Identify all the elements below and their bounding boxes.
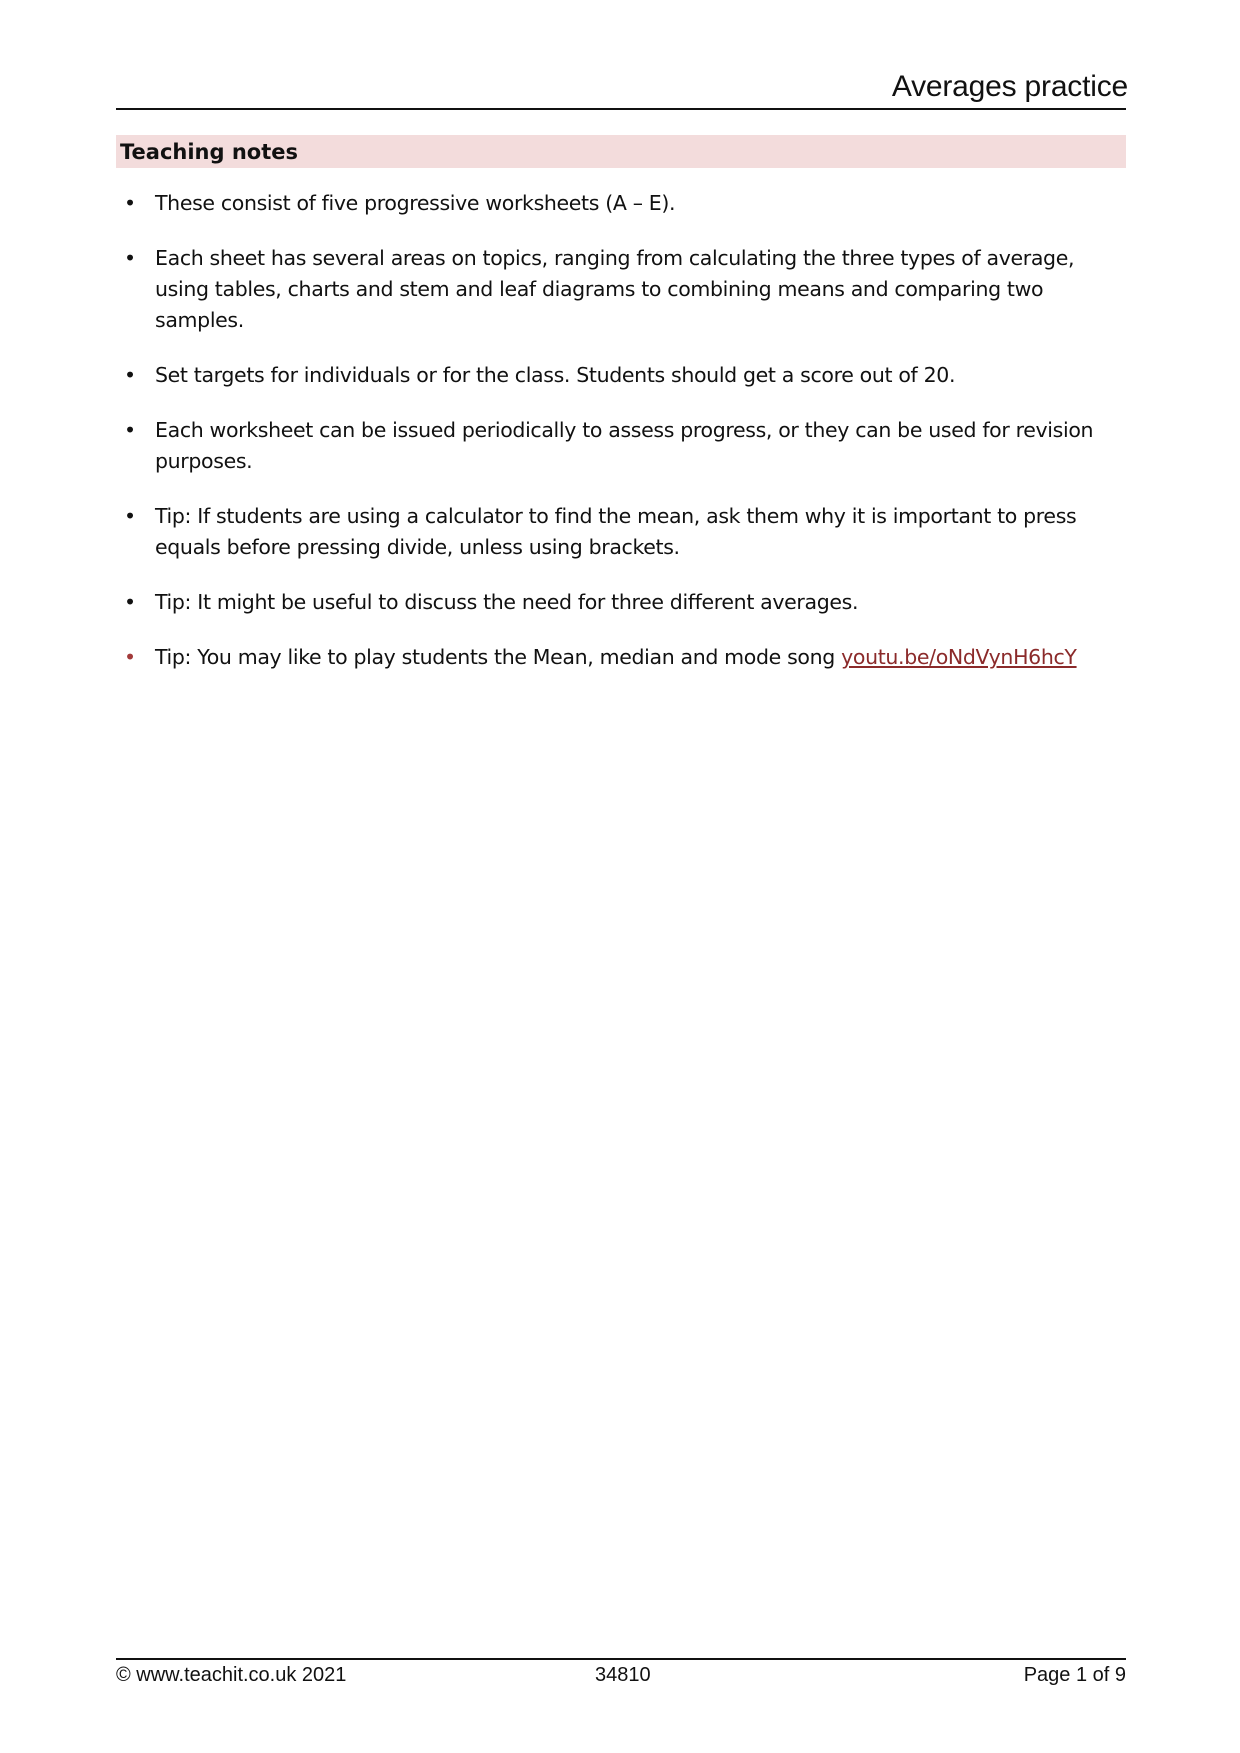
list-item [116,243,1128,336]
list-item [116,188,1128,219]
bullet-icon: • [124,246,136,270]
list-item [116,587,1128,618]
note-text: Each worksheet can be issued periodically to assess progress, or they can be used for revision purposes. [155,418,1094,473]
footer-copyright: © www.teachit.co.uk 2021 [116,1664,347,1686]
note-text: Each sheet has several areas on topics, ranging from calculating the three types of average, using tables, charts and stem and leaf diagrams to combining means and comparing two samples. [155,246,1075,332]
note-text: Tip: It might be useful to discuss the need for three different averages. [155,590,859,614]
page-footer [116,1664,1126,1687]
list-item [116,501,1128,563]
list-item [116,415,1128,477]
note-text: Tip: You may like to play students the Mean, median and mode song [155,645,842,669]
document-title: Averages practice [891,70,1128,103]
section-heading-band [116,135,1126,168]
bullet-icon: • [124,645,136,669]
bullet-icon: • [124,363,136,387]
bullet-icon: • [124,418,136,442]
footer-resource-code: 34810 [595,1664,651,1686]
teaching-notes-list [116,188,1128,697]
bullet-icon: • [124,191,136,215]
list-item [116,642,1128,673]
footer-page-number: Page 1 of 9 [1023,1664,1126,1686]
note-text: Tip: If students are using a calculator to find the mean, ask them why it is important to press equals before pressing divide, unless using brackets. [155,504,1077,559]
footer-divider [116,1658,1126,1660]
section-title: Teaching notes [120,139,298,164]
video-link[interactable]: youtu.be/oNdVynH6hcY [841,645,1077,669]
list-item [116,360,1128,391]
header-divider [116,108,1126,110]
bullet-icon: • [124,590,136,614]
bullet-icon: • [124,504,136,528]
note-text: Set targets for individuals or for the class. Students should get a score out of 20. [155,363,956,387]
note-text: These consist of five progressive worksheets (A – E). [155,191,676,215]
